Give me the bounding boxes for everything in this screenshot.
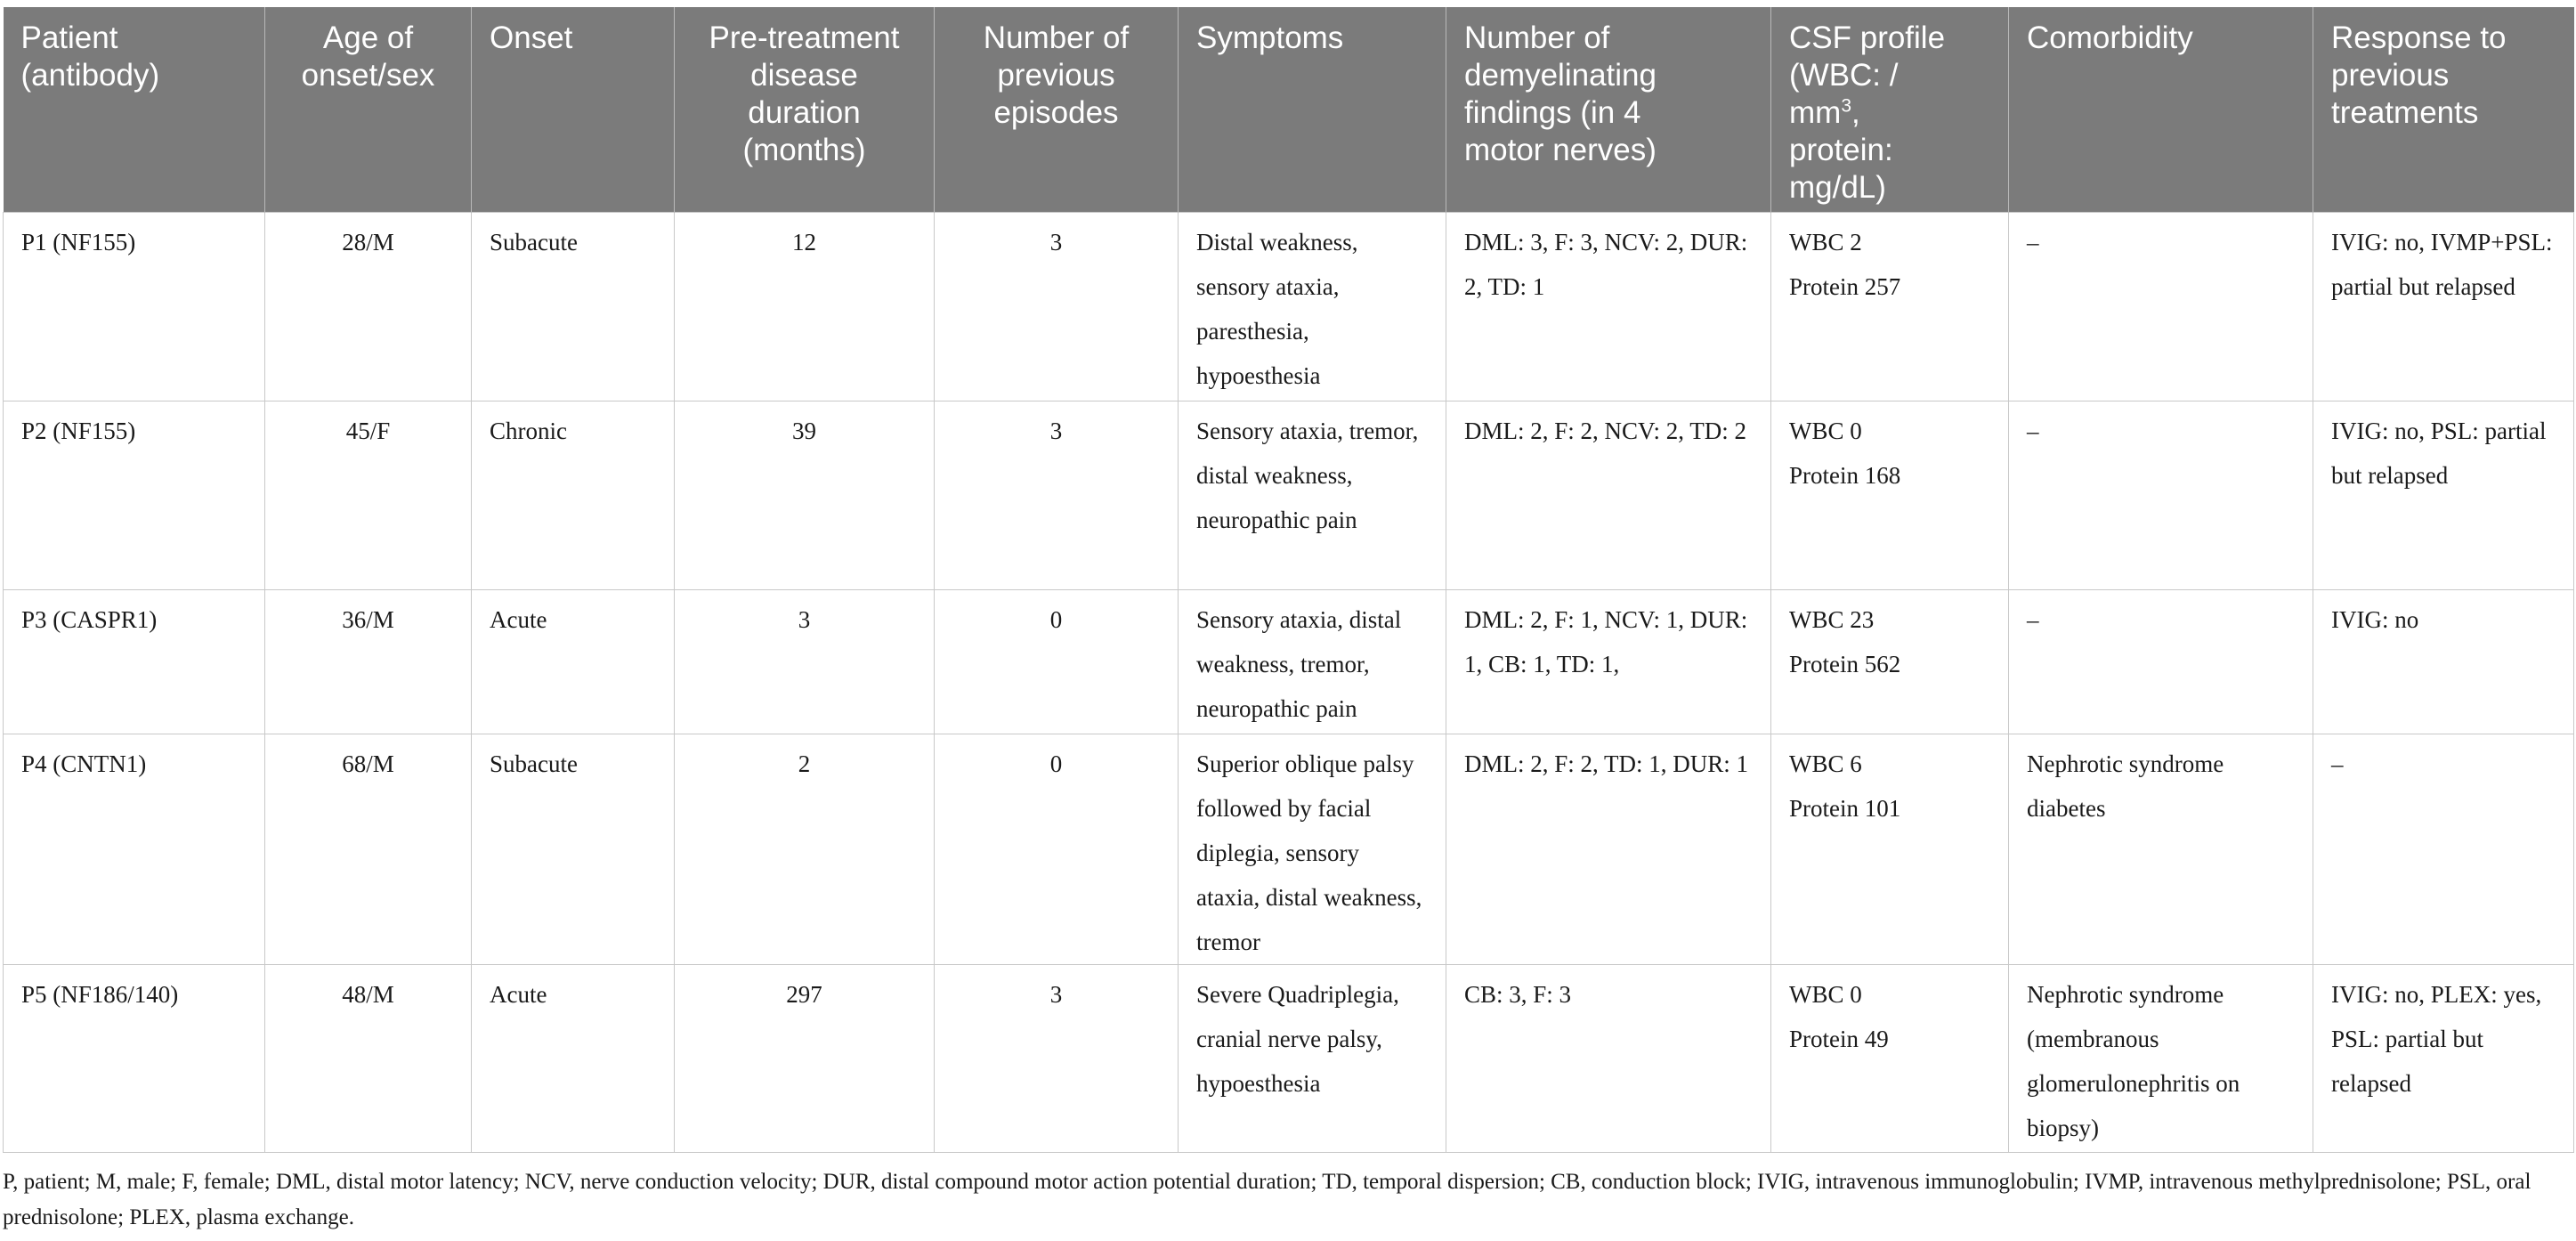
cell-duration: 297 [675,964,935,1152]
header-comorbidity: Comorbidity [2009,7,2313,212]
cell-onset: Chronic [472,401,675,589]
cell-csf-profile [1771,212,2009,401]
cell-csf-profile [1771,589,2009,734]
cell-episodes: 3 [935,401,1179,589]
cell-response: IVIG: no [2313,589,2574,734]
clinical-table-container [3,7,2573,1153]
table-body [4,212,2574,1152]
csf-wbc: WBC 6 [1789,750,1862,777]
cell-response: IVIG: no, PLEX: yes, PSL: partial but relapsed [2313,964,2574,1152]
cell-age-sex: 36/M [265,589,472,734]
cell-csf-profile [1771,401,2009,589]
cell-patient: P5 (NF186/140) [4,964,265,1152]
csf-protein: Protein 562 [1789,650,1901,677]
csf-protein: Protein 101 [1789,794,1901,822]
cell-episodes: 3 [935,964,1179,1152]
cell-response: IVIG: no, PSL: partial but relapsed [2313,401,2574,589]
cell-age-sex: 68/M [265,734,472,964]
cell-age-sex: 28/M [265,212,472,401]
cell-demyelinating: CB: 3, F: 3 [1446,964,1771,1152]
cell-onset: Subacute [472,734,675,964]
header-demyelinating: Number of demyelinating findings (in 4 motor nerves) [1446,7,1771,212]
cell-response: IVIG: no, IVMP+PSL: partial but relapsed [2313,212,2574,401]
cell-age-sex: 48/M [265,964,472,1152]
cell-patient: P3 (CASPR1) [4,589,265,734]
cell-comorbidity: – [2009,589,2313,734]
header-symptoms: Symptoms [1179,7,1446,212]
table-row [4,734,2574,964]
table-row [4,964,2574,1152]
cell-csf-profile [1771,734,2009,964]
csf-wbc: WBC 2 [1789,228,1862,256]
header-csf-profile: CSF profile (WBC: / $mm^3$, protein: mg/dL) [1771,7,2009,212]
csf-protein: Protein 257 [1789,272,1901,300]
cell-comorbidity: – [2009,401,2313,589]
cell-comorbidity: – [2009,212,2313,401]
csf-wbc: WBC 23 [1789,605,1875,633]
cell-onset: Acute [472,964,675,1152]
header-duration: Pre-treatment disease duration (months) [675,7,935,212]
csf-wbc: WBC 0 [1789,980,1862,1008]
cell-demyelinating: DML: 2, F: 2, TD: 1, DUR: 1 [1446,734,1771,964]
cell-symptoms: Sensory ataxia, distal weakness, tremor, neuropathic pain [1179,589,1446,734]
cell-episodes: 3 [935,212,1179,401]
cell-symptoms: Superior oblique palsy followed by facial diplegia, sensory ataxia, distal weakness, tremor [1179,734,1446,964]
header-episodes: Number of previous episodes [935,7,1179,212]
table-row [4,401,2574,589]
header-row [4,7,2574,212]
cell-patient: P1 (NF155) [4,212,265,401]
cell-symptoms: Sensory ataxia, tremor, distal weakness, neuropathic pain [1179,401,1446,589]
table-row [4,589,2574,734]
cell-episodes: 0 [935,734,1179,964]
clinical-features-table [3,7,2574,1153]
cell-patient: P4 (CNTN1) [4,734,265,964]
header-patient: Patient (antibody) [4,7,265,212]
cell-demyelinating: DML: 2, F: 1, NCV: 1, DUR: 1, CB: 1, TD: 1, [1446,589,1771,734]
cell-age-sex: 45/F [265,401,472,589]
unit-superscript: 3 [1841,95,1851,117]
cell-response: – [2313,734,2574,964]
cell-duration: 12 [675,212,935,401]
cell-demyelinating: DML: 2, F: 2, NCV: 2, TD: 2 [1446,401,1771,589]
cell-duration: 39 [675,401,935,589]
header-age-sex: Age of onset/sex [265,7,472,212]
table-footnote: P, patient; M, male; F, female; DML, distal motor latency; NCV, nerve conduction velocity; DUR, distal compound motor action potential duration; TD, temporal dispersion; CB, conduction block; IVIG, intravenous immunoglobulin; IVMP, intravenous methylprednisolone; PSL, oral prednisolone; PLEX, plasma exchange. [3,1170,2531,1229]
cell-duration: 2 [675,734,935,964]
cell-patient: P2 (NF155) [4,401,265,589]
cell-demyelinating: DML: 3, F: 3, NCV: 2, DUR: 2, TD: 1 [1446,212,1771,401]
table-header [4,7,2574,212]
csf-protein: Protein 168 [1789,461,1901,489]
cell-onset: Acute [472,589,675,734]
cell-onset: Subacute [472,212,675,401]
header-onset: Onset [472,7,675,212]
table-row [4,212,2574,401]
cell-episodes: 0 [935,589,1179,734]
cell-symptoms: Severe Quadriplegia, cranial nerve palsy, hypoesthesia [1179,964,1446,1152]
cell-symptoms: Distal weakness, sensory ataxia, paresthesia, hypoesthesia [1179,212,1446,401]
cell-duration: 3 [675,589,935,734]
csf-protein: Protein 49 [1789,1025,1889,1052]
cell-comorbidity: Nephrotic syndrome diabetes [2009,734,2313,964]
csf-wbc: WBC 0 [1789,417,1862,444]
cell-csf-profile [1771,964,2009,1152]
cell-comorbidity: Nephrotic syndrome (membranous glomerulonephritis on biopsy) [2009,964,2313,1152]
header-response: Response to previous treatments [2313,7,2574,212]
